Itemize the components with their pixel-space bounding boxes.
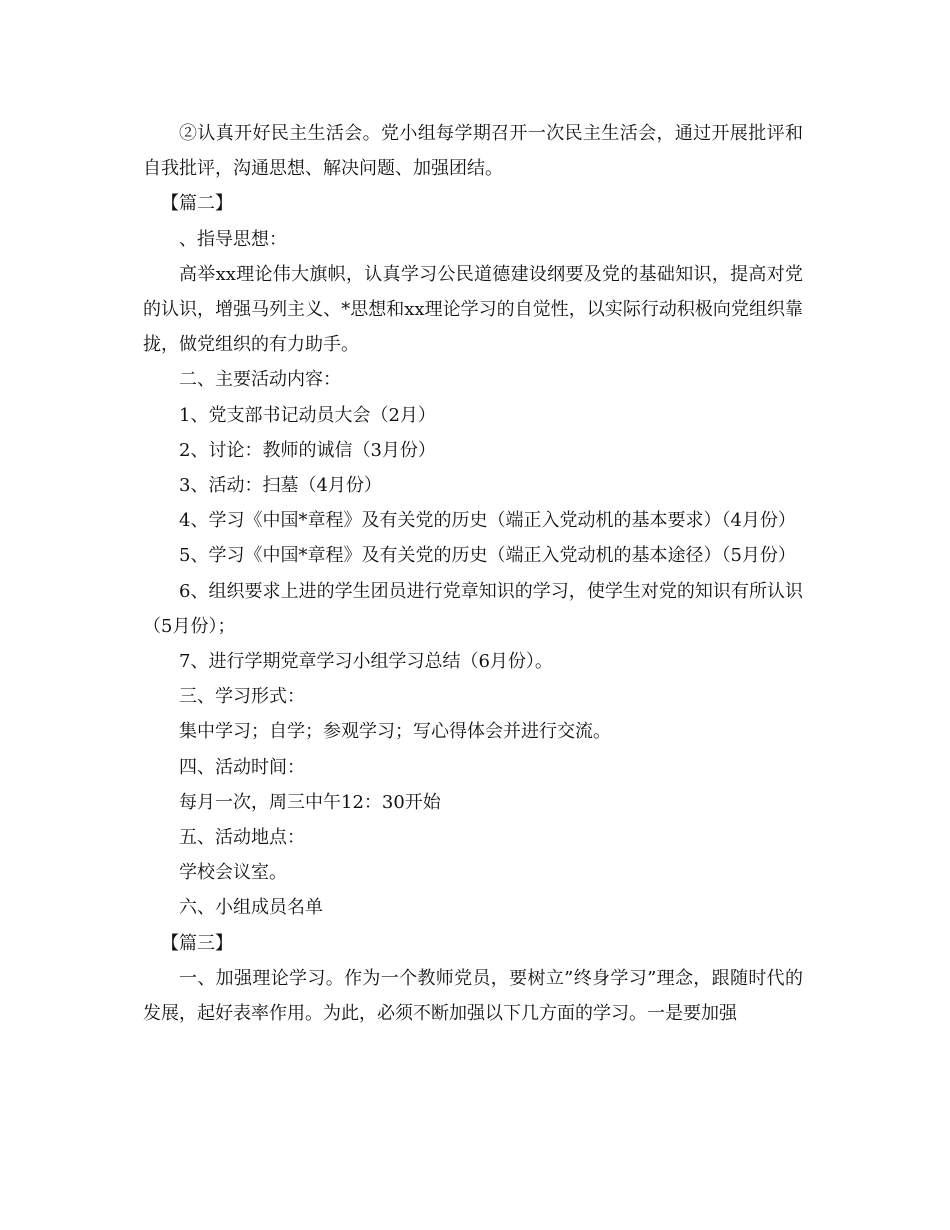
activity-item-5: 5、学习《中国*章程》及有关党的历史（端正入党动机的基本途径）（5月份） [179,545,796,567]
paragraph-activity-time: 每月一次，周三中午12：30开始 [179,791,441,813]
heading-guiding-ideology: 、指导思想： [179,228,287,250]
heading-study-format: 三、学习形式： [179,686,305,708]
activity-item-6: 6、组织要求上进的学生团员进行党章知识的学习，使学生对党的知识有所认识（5月份）； [143,580,803,637]
section-heading-part-two: 【篇二】 [161,193,233,215]
activity-item-4: 4、学习《中国*章程》及有关党的历史（端正入党动机的基本要求）（4月份） [179,510,796,532]
heading-activity-location: 五、活动地点： [179,827,305,849]
paragraph-activity-location: 学校会议室。 [179,862,287,884]
activity-item-7: 7、进行学期党章学习小组学习总结（6月份）。 [179,651,553,673]
activity-item-2: 2、讨论：教师的诚信（3月份） [179,439,436,461]
paragraph-guiding-ideology: 高举xx理论伟大旗帜，认真学习公民道德建设纲要及党的基础知识，提高对党的认识，增强马列主义、*思想和xx理论学习的自觉性，以实际行动积极向党组织靠拢，做党组织的有力助手。 [143,263,803,356]
paragraph-democratic-life-meeting: ②认真开好民主生活会。党小组每学期召开一次民主生活会，通过开展批评和自我批评，沟通思想、解决问题、加强团结。 [143,123,803,180]
heading-activity-time: 四、活动时间： [179,756,305,778]
section-heading-part-three: 【篇三】 [161,932,233,954]
paragraph-theory-study: 一、加强理论学习。作为一个教师党员，要树立”终身学习”理念，跟随时代的发展，起好表率作用。为此，必须不断加强以下几方面的学习。一是要加强 [143,967,803,1025]
heading-main-activities: 二、主要活动内容： [179,369,341,391]
paragraph-study-format: 集中学习；自学；参观学习；写心得体会并进行交流。 [179,721,611,743]
document-body [143,116,803,1031]
heading-member-list: 六、小组成员名单 [179,897,323,919]
activity-item-3: 3、活动：扫墓（4月份） [179,475,382,497]
activity-item-1: 1、党支部书记动员大会（2月） [179,404,436,426]
